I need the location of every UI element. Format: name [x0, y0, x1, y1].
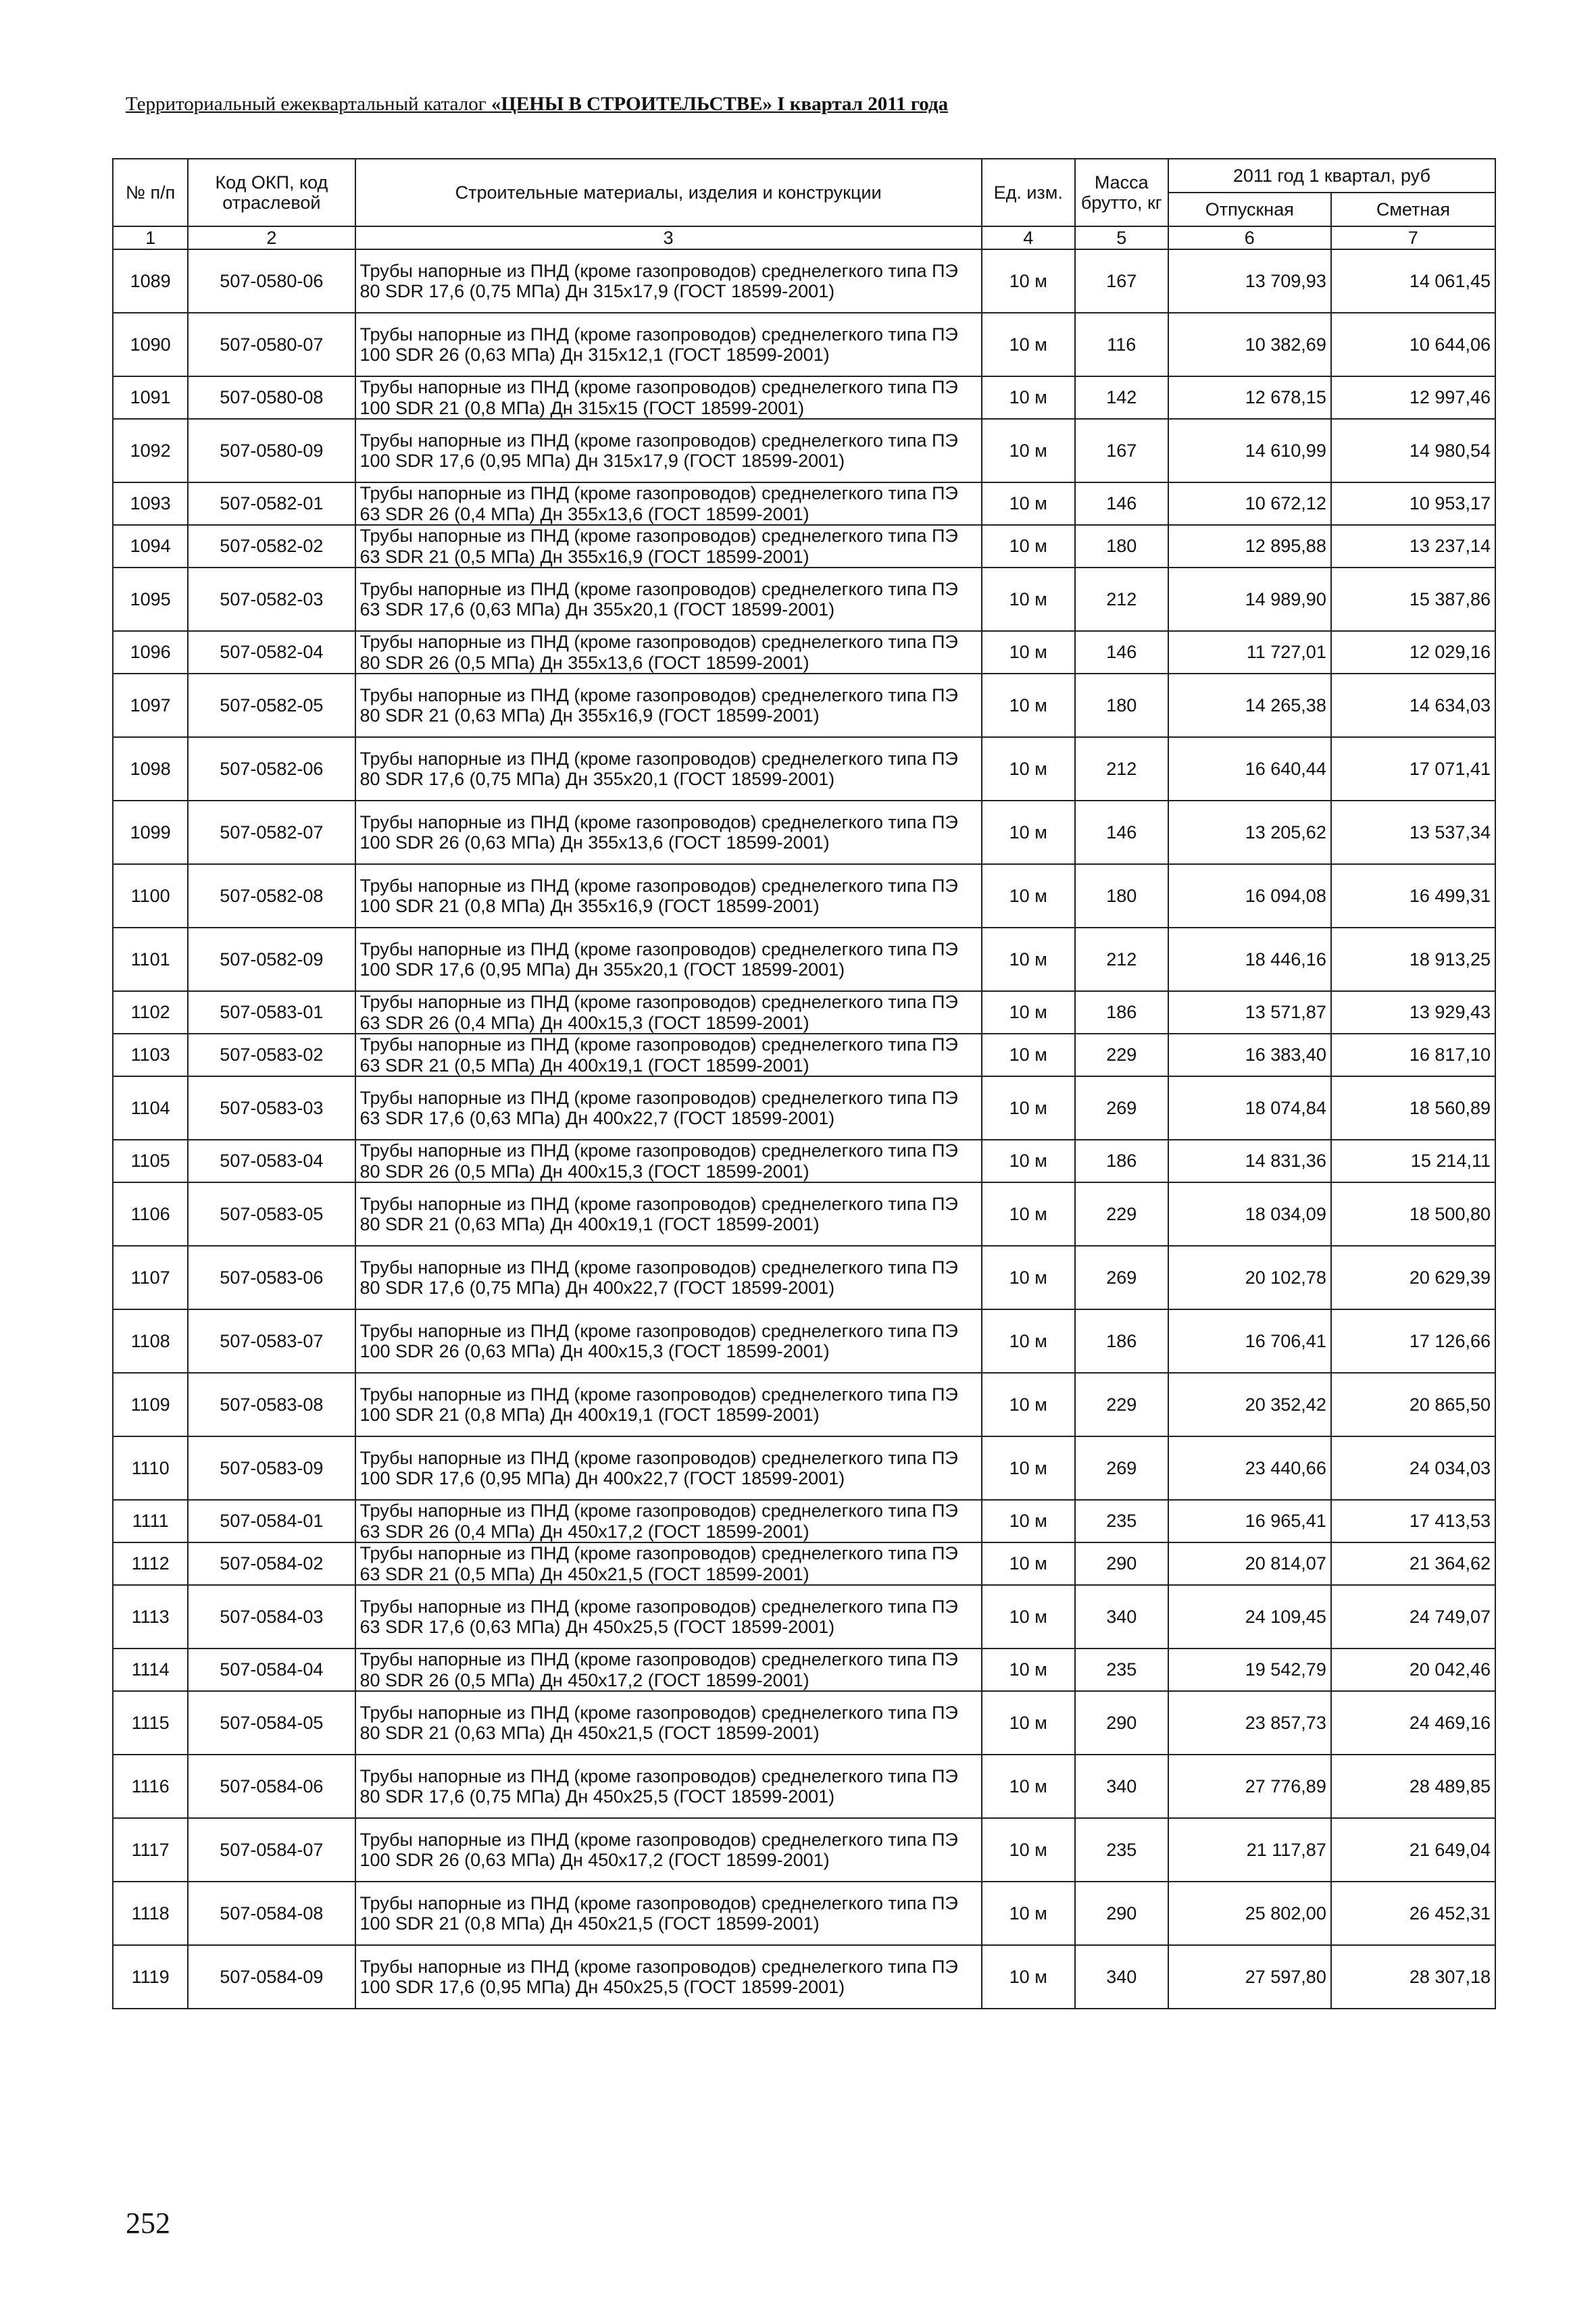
table-body	[113, 249, 1495, 2009]
material-description: Трубы напорные из ПНД (кроме газопроводов) среднелегкого типа ПЭ 100 SDR 21 (0,8 МПа) Дн 355x16,9 (ГОСТ 18599-2001)	[355, 864, 982, 928]
estimate-price: 26 452,31	[1331, 1882, 1495, 1945]
estimate-price: 10 953,17	[1331, 482, 1495, 525]
selling-price: 16 965,41	[1168, 1500, 1331, 1542]
row-number: 1100	[113, 864, 188, 928]
column-number: 2	[188, 226, 355, 249]
unit-of-measure: 10 м	[982, 419, 1075, 482]
material-description: Трубы напорные из ПНД (кроме газопроводов) среднелегкого типа ПЭ 80 SDR 26 (0,5 МПа) Дн 355x13,6 (ГОСТ 18599-2001)	[355, 631, 982, 674]
okp-code: 507-0584-05	[188, 1691, 355, 1755]
row-number: 1113	[113, 1585, 188, 1649]
okp-code: 507-0582-01	[188, 482, 355, 525]
gross-mass: 229	[1075, 1373, 1168, 1436]
column-number: 5	[1075, 226, 1168, 249]
okp-code: 507-0584-08	[188, 1882, 355, 1945]
material-description: Трубы напорные из ПНД (кроме газопроводов) среднелегкого типа ПЭ 100 SDR 26 (0,63 МПа) Дн 355x13,6 (ГОСТ 18599-2001)	[355, 801, 982, 864]
unit-of-measure: 10 м	[982, 525, 1075, 568]
table-row	[113, 1691, 1495, 1755]
estimate-price: 14 980,54	[1331, 419, 1495, 482]
selling-price: 10 672,12	[1168, 482, 1331, 525]
estimate-price: 12 997,46	[1331, 376, 1495, 419]
material-description: Трубы напорные из ПНД (кроме газопроводов) среднелегкого типа ПЭ 63 SDR 26 (0,4 МПа) Дн 450x17,2 (ГОСТ 18599-2001)	[355, 1500, 982, 1542]
estimate-price: 24 469,16	[1331, 1691, 1495, 1755]
estimate-price: 17 126,66	[1331, 1309, 1495, 1373]
selling-price: 27 776,89	[1168, 1755, 1331, 1818]
okp-code: 507-0582-07	[188, 801, 355, 864]
material-description: Трубы напорные из ПНД (кроме газопроводов) среднелегкого типа ПЭ 80 SDR 17,6 (0,75 МПа) Дн 400x22,7 (ГОСТ 18599-2001)	[355, 1246, 982, 1309]
unit-of-measure: 10 м	[982, 1755, 1075, 1818]
table-row	[113, 1649, 1495, 1691]
table-row	[113, 419, 1495, 482]
unit-of-measure: 10 м	[982, 1691, 1075, 1755]
gross-mass: 180	[1075, 525, 1168, 568]
okp-code: 507-0582-02	[188, 525, 355, 568]
estimate-price: 20 865,50	[1331, 1373, 1495, 1436]
gross-mass: 340	[1075, 1945, 1168, 2009]
gross-mass: 212	[1075, 737, 1168, 801]
table-row	[113, 1542, 1495, 1585]
header-period: 2011 год 1 квартал, руб	[1168, 159, 1495, 193]
selling-price: 14 831,36	[1168, 1140, 1331, 1182]
unit-of-measure: 10 м	[982, 249, 1075, 313]
table-row	[113, 1755, 1495, 1818]
material-description: Трубы напорные из ПНД (кроме газопроводов) среднелегкого типа ПЭ 63 SDR 17,6 (0,63 МПа) Дн 400x22,7 (ГОСТ 18599-2001)	[355, 1076, 982, 1140]
gross-mass: 229	[1075, 1034, 1168, 1076]
selling-price: 14 265,38	[1168, 674, 1331, 737]
material-description: Трубы напорные из ПНД (кроме газопроводов) среднелегкого типа ПЭ 80 SDR 26 (0,5 МПа) Дн 400x15,3 (ГОСТ 18599-2001)	[355, 1140, 982, 1182]
okp-code: 507-0583-01	[188, 991, 355, 1034]
selling-price: 16 383,40	[1168, 1034, 1331, 1076]
table-row	[113, 674, 1495, 737]
unit-of-measure: 10 м	[982, 1140, 1075, 1182]
unit-of-measure: 10 м	[982, 631, 1075, 674]
unit-of-measure: 10 м	[982, 864, 1075, 928]
gross-mass: 340	[1075, 1755, 1168, 1818]
page-number: 252	[126, 2207, 170, 2240]
header-num: № п/п	[113, 159, 188, 226]
column-number: 7	[1331, 226, 1495, 249]
selling-price: 20 814,07	[1168, 1542, 1331, 1585]
header-unit: Ед. изм.	[982, 159, 1075, 226]
column-number: 1	[113, 226, 188, 249]
gross-mass: 142	[1075, 376, 1168, 419]
unit-of-measure: 10 м	[982, 1182, 1075, 1246]
unit-of-measure: 10 м	[982, 568, 1075, 631]
selling-price: 12 895,88	[1168, 525, 1331, 568]
okp-code: 507-0582-03	[188, 568, 355, 631]
header-code: Код ОКП, код отраслевой	[188, 159, 355, 226]
table-row	[113, 376, 1495, 419]
estimate-price: 16 817,10	[1331, 1034, 1495, 1076]
row-number: 1118	[113, 1882, 188, 1945]
estimate-price: 20 629,39	[1331, 1246, 1495, 1309]
gross-mass: 340	[1075, 1585, 1168, 1649]
unit-of-measure: 10 м	[982, 1945, 1075, 2009]
table-row	[113, 631, 1495, 674]
selling-price: 18 446,16	[1168, 928, 1331, 991]
unit-of-measure: 10 м	[982, 1649, 1075, 1691]
material-description: Трубы напорные из ПНД (кроме газопроводов) среднелегкого типа ПЭ 100 SDR 17,6 (0,95 МПа) Дн 400x22,7 (ГОСТ 18599-2001)	[355, 1436, 982, 1500]
material-description: Трубы напорные из ПНД (кроме газопроводов) среднелегкого типа ПЭ 63 SDR 26 (0,4 МПа) Дн 355x13,6 (ГОСТ 18599-2001)	[355, 482, 982, 525]
okp-code: 507-0584-07	[188, 1818, 355, 1882]
column-number: 4	[982, 226, 1075, 249]
selling-price: 13 709,93	[1168, 249, 1331, 313]
material-description: Трубы напорные из ПНД (кроме газопроводов) среднелегкого типа ПЭ 80 SDR 21 (0,63 МПа) Дн 400x19,1 (ГОСТ 18599-2001)	[355, 1182, 982, 1246]
gross-mass: 180	[1075, 864, 1168, 928]
estimate-price: 12 029,16	[1331, 631, 1495, 674]
unit-of-measure: 10 м	[982, 1542, 1075, 1585]
unit-of-measure: 10 м	[982, 1585, 1075, 1649]
unit-of-measure: 10 м	[982, 1882, 1075, 1945]
okp-code: 507-0584-03	[188, 1585, 355, 1649]
unit-of-measure: 10 м	[982, 991, 1075, 1034]
table-row	[113, 249, 1495, 313]
selling-price: 20 102,78	[1168, 1246, 1331, 1309]
table-row	[113, 1500, 1495, 1542]
estimate-price: 15 214,11	[1331, 1140, 1495, 1182]
okp-code: 507-0580-07	[188, 313, 355, 376]
gross-mass: 167	[1075, 419, 1168, 482]
selling-price: 18 034,09	[1168, 1182, 1331, 1246]
estimate-price: 20 042,46	[1331, 1649, 1495, 1691]
table-row	[113, 313, 1495, 376]
gross-mass: 186	[1075, 1140, 1168, 1182]
header-estimate: Сметная	[1331, 193, 1495, 226]
estimate-price: 24 034,03	[1331, 1436, 1495, 1500]
selling-price: 25 802,00	[1168, 1882, 1331, 1945]
row-number: 1109	[113, 1373, 188, 1436]
selling-price: 10 382,69	[1168, 313, 1331, 376]
row-number: 1115	[113, 1691, 188, 1755]
gross-mass: 269	[1075, 1436, 1168, 1500]
estimate-price: 18 560,89	[1331, 1076, 1495, 1140]
estimate-price: 13 929,43	[1331, 991, 1495, 1034]
row-number: 1091	[113, 376, 188, 419]
selling-price: 13 571,87	[1168, 991, 1331, 1034]
table-row	[113, 1882, 1495, 1945]
estimate-price: 16 499,31	[1331, 864, 1495, 928]
unit-of-measure: 10 м	[982, 1076, 1075, 1140]
table-row	[113, 525, 1495, 568]
unit-of-measure: 10 м	[982, 1034, 1075, 1076]
table-row	[113, 928, 1495, 991]
table-row	[113, 1585, 1495, 1649]
okp-code: 507-0580-09	[188, 419, 355, 482]
material-description: Трубы напорные из ПНД (кроме газопроводов) среднелегкого типа ПЭ 63 SDR 21 (0,5 МПа) Дн 400x19,1 (ГОСТ 18599-2001)	[355, 1034, 982, 1076]
selling-price: 11 727,01	[1168, 631, 1331, 674]
gross-mass: 229	[1075, 1182, 1168, 1246]
gross-mass: 212	[1075, 928, 1168, 991]
selling-price: 14 989,90	[1168, 568, 1331, 631]
row-number: 1114	[113, 1649, 188, 1691]
selling-price: 23 440,66	[1168, 1436, 1331, 1500]
unit-of-measure: 10 м	[982, 313, 1075, 376]
okp-code: 507-0583-04	[188, 1140, 355, 1182]
okp-code: 507-0584-06	[188, 1755, 355, 1818]
row-number: 1111	[113, 1500, 188, 1542]
unit-of-measure: 10 м	[982, 674, 1075, 737]
material-description: Трубы напорные из ПНД (кроме газопроводов) среднелегкого типа ПЭ 100 SDR 26 (0,63 МПа) Дн 450x17,2 (ГОСТ 18599-2001)	[355, 1818, 982, 1882]
table-row	[113, 864, 1495, 928]
table-row	[113, 1140, 1495, 1182]
unit-of-measure: 10 м	[982, 1309, 1075, 1373]
page-header	[126, 93, 1470, 116]
table-row	[113, 1818, 1495, 1882]
estimate-price: 28 307,18	[1331, 1945, 1495, 2009]
gross-mass: 212	[1075, 568, 1168, 631]
selling-price: 16 640,44	[1168, 737, 1331, 801]
gross-mass: 290	[1075, 1542, 1168, 1585]
table-row	[113, 801, 1495, 864]
selling-price: 21 117,87	[1168, 1818, 1331, 1882]
okp-code: 507-0584-02	[188, 1542, 355, 1585]
okp-code: 507-0583-06	[188, 1246, 355, 1309]
row-number: 1104	[113, 1076, 188, 1140]
gross-mass: 167	[1075, 249, 1168, 313]
unit-of-measure: 10 м	[982, 1246, 1075, 1309]
row-number: 1106	[113, 1182, 188, 1246]
table-row	[113, 568, 1495, 631]
okp-code: 507-0583-02	[188, 1034, 355, 1076]
row-number: 1103	[113, 1034, 188, 1076]
row-number: 1096	[113, 631, 188, 674]
material-description: Трубы напорные из ПНД (кроме газопроводов) среднелегкого типа ПЭ 80 SDR 21 (0,63 МПа) Дн 450x21,5 (ГОСТ 18599-2001)	[355, 1691, 982, 1755]
gross-mass: 235	[1075, 1818, 1168, 1882]
estimate-price: 28 489,85	[1331, 1755, 1495, 1818]
okp-code: 507-0580-06	[188, 249, 355, 313]
okp-code: 507-0584-01	[188, 1500, 355, 1542]
estimate-price: 14 634,03	[1331, 674, 1495, 737]
table-row	[113, 1436, 1495, 1500]
unit-of-measure: 10 м	[982, 737, 1075, 801]
row-number: 1097	[113, 674, 188, 737]
header-plain-text: Территориальный ежеквартальный каталог	[126, 93, 491, 115]
estimate-price: 17 071,41	[1331, 737, 1495, 801]
table-row	[113, 1309, 1495, 1373]
unit-of-measure: 10 м	[982, 1818, 1075, 1882]
gross-mass: 290	[1075, 1882, 1168, 1945]
estimate-price: 15 387,86	[1331, 568, 1495, 631]
gross-mass: 146	[1075, 482, 1168, 525]
material-description: Трубы напорные из ПНД (кроме газопроводов) среднелегкого типа ПЭ 100 SDR 26 (0,63 МПа) Дн 315x12,1 (ГОСТ 18599-2001)	[355, 313, 982, 376]
table-row	[113, 1246, 1495, 1309]
column-numbers-row	[113, 226, 1495, 249]
selling-price: 16 094,08	[1168, 864, 1331, 928]
material-description: Трубы напорные из ПНД (кроме газопроводов) среднелегкого типа ПЭ 63 SDR 17,6 (0,63 МПа) Дн 450x25,5 (ГОСТ 18599-2001)	[355, 1585, 982, 1649]
selling-price: 14 610,99	[1168, 419, 1331, 482]
okp-code: 507-0583-09	[188, 1436, 355, 1500]
material-description: Трубы напорные из ПНД (кроме газопроводов) среднелегкого типа ПЭ 100 SDR 21 (0,8 МПа) Дн 400x19,1 (ГОСТ 18599-2001)	[355, 1373, 982, 1436]
unit-of-measure: 10 м	[982, 801, 1075, 864]
okp-code: 507-0583-08	[188, 1373, 355, 1436]
unit-of-measure: 10 м	[982, 1436, 1075, 1500]
okp-code: 507-0584-04	[188, 1649, 355, 1691]
okp-code: 507-0582-06	[188, 737, 355, 801]
header-description: Строительные материалы, изделия и конструкции	[355, 159, 982, 226]
row-number: 1110	[113, 1436, 188, 1500]
unit-of-measure: 10 м	[982, 928, 1075, 991]
gross-mass: 235	[1075, 1500, 1168, 1542]
okp-code: 507-0583-07	[188, 1309, 355, 1373]
unit-of-measure: 10 м	[982, 1500, 1075, 1542]
gross-mass: 186	[1075, 1309, 1168, 1373]
column-number: 6	[1168, 226, 1331, 249]
gross-mass: 186	[1075, 991, 1168, 1034]
table-row	[113, 1373, 1495, 1436]
row-number: 1108	[113, 1309, 188, 1373]
selling-price: 16 706,41	[1168, 1309, 1331, 1373]
okp-code: 507-0583-03	[188, 1076, 355, 1140]
okp-code: 507-0580-08	[188, 376, 355, 419]
estimate-price: 18 500,80	[1331, 1182, 1495, 1246]
row-number: 1095	[113, 568, 188, 631]
price-table	[112, 158, 1496, 2009]
material-description: Трубы напорные из ПНД (кроме газопроводов) среднелегкого типа ПЭ 80 SDR 17,6 (0,75 МПа) Дн 315x17,9 (ГОСТ 18599-2001)	[355, 249, 982, 313]
selling-price: 20 352,42	[1168, 1373, 1331, 1436]
row-number: 1089	[113, 249, 188, 313]
okp-code: 507-0582-04	[188, 631, 355, 674]
row-number: 1105	[113, 1140, 188, 1182]
okp-code: 507-0582-08	[188, 864, 355, 928]
unit-of-measure: 10 м	[982, 1373, 1075, 1436]
okp-code: 507-0583-05	[188, 1182, 355, 1246]
selling-price: 13 205,62	[1168, 801, 1331, 864]
gross-mass: 146	[1075, 631, 1168, 674]
gross-mass: 269	[1075, 1076, 1168, 1140]
material-description: Трубы напорные из ПНД (кроме газопроводов) среднелегкого типа ПЭ 100 SDR 17,6 (0,95 МПа) Дн 315x17,9 (ГОСТ 18599-2001)	[355, 419, 982, 482]
selling-price: 27 597,80	[1168, 1945, 1331, 2009]
selling-price: 18 074,84	[1168, 1076, 1331, 1140]
table-row	[113, 1034, 1495, 1076]
estimate-price: 21 649,04	[1331, 1818, 1495, 1882]
material-description: Трубы напорные из ПНД (кроме газопроводов) среднелегкого типа ПЭ 80 SDR 17,6 (0,75 МПа) Дн 355x20,1 (ГОСТ 18599-2001)	[355, 737, 982, 801]
estimate-price: 13 237,14	[1331, 525, 1495, 568]
row-number: 1107	[113, 1246, 188, 1309]
row-number: 1092	[113, 419, 188, 482]
okp-code: 507-0582-05	[188, 674, 355, 737]
estimate-price: 10 644,06	[1331, 313, 1495, 376]
table-row	[113, 482, 1495, 525]
unit-of-measure: 10 м	[982, 482, 1075, 525]
gross-mass: 235	[1075, 1649, 1168, 1691]
row-number: 1098	[113, 737, 188, 801]
row-number: 1093	[113, 482, 188, 525]
estimate-price: 14 061,45	[1331, 249, 1495, 313]
row-number: 1116	[113, 1755, 188, 1818]
row-number: 1101	[113, 928, 188, 991]
material-description: Трубы напорные из ПНД (кроме газопроводов) среднелегкого типа ПЭ 100 SDR 17,6 (0,95 МПа) Дн 450x25,5 (ГОСТ 18599-2001)	[355, 1945, 982, 2009]
row-number: 1112	[113, 1542, 188, 1585]
gross-mass: 116	[1075, 313, 1168, 376]
row-number: 1119	[113, 1945, 188, 2009]
header-bold-text: «ЦЕНЫ В СТРОИТЕЛЬСТВЕ» I квартал 2011 года	[491, 93, 949, 115]
material-description: Трубы напорные из ПНД (кроме газопроводов) среднелегкого типа ПЭ 80 SDR 21 (0,63 МПа) Дн 355x16,9 (ГОСТ 18599-2001)	[355, 674, 982, 737]
material-description: Трубы напорные из ПНД (кроме газопроводов) среднелегкого типа ПЭ 80 SDR 17,6 (0,75 МПа) Дн 450x25,5 (ГОСТ 18599-2001)	[355, 1755, 982, 1818]
selling-price: 19 542,79	[1168, 1649, 1331, 1691]
estimate-price: 17 413,53	[1331, 1500, 1495, 1542]
material-description: Трубы напорные из ПНД (кроме газопроводов) среднелегкого типа ПЭ 80 SDR 26 (0,5 МПа) Дн 450x17,2 (ГОСТ 18599-2001)	[355, 1649, 982, 1691]
column-number: 3	[355, 226, 982, 249]
table-header-row	[113, 159, 1495, 193]
table-row	[113, 1945, 1495, 2009]
gross-mass: 146	[1075, 801, 1168, 864]
material-description: Трубы напорные из ПНД (кроме газопроводов) среднелегкого типа ПЭ 100 SDR 21 (0,8 МПа) Дн 315x15 (ГОСТ 18599-2001)	[355, 376, 982, 419]
gross-mass: 180	[1075, 674, 1168, 737]
row-number: 1102	[113, 991, 188, 1034]
row-number: 1090	[113, 313, 188, 376]
material-description: Трубы напорные из ПНД (кроме газопроводов) среднелегкого типа ПЭ 100 SDR 21 (0,8 МПа) Дн 450x21,5 (ГОСТ 18599-2001)	[355, 1882, 982, 1945]
header-mass: Масса брутто, кг	[1075, 159, 1168, 226]
estimate-price: 13 537,34	[1331, 801, 1495, 864]
okp-code: 507-0582-09	[188, 928, 355, 991]
material-description: Трубы напорные из ПНД (кроме газопроводов) среднелегкого типа ПЭ 100 SDR 17,6 (0,95 МПа) Дн 355x20,1 (ГОСТ 18599-2001)	[355, 928, 982, 991]
material-description: Трубы напорные из ПНД (кроме газопроводов) среднелегкого типа ПЭ 63 SDR 26 (0,4 МПа) Дн 400x15,3 (ГОСТ 18599-2001)	[355, 991, 982, 1034]
estimate-price: 24 749,07	[1331, 1585, 1495, 1649]
material-description: Трубы напорные из ПНД (кроме газопроводов) среднелегкого типа ПЭ 63 SDR 17,6 (0,63 МПа) Дн 355x20,1 (ГОСТ 18599-2001)	[355, 568, 982, 631]
row-number: 1099	[113, 801, 188, 864]
gross-mass: 290	[1075, 1691, 1168, 1755]
row-number: 1094	[113, 525, 188, 568]
table-row	[113, 737, 1495, 801]
table-row	[113, 1182, 1495, 1246]
table-row	[113, 991, 1495, 1034]
header-price: Отпускная	[1168, 193, 1331, 226]
estimate-price: 21 364,62	[1331, 1542, 1495, 1585]
gross-mass: 269	[1075, 1246, 1168, 1309]
selling-price: 23 857,73	[1168, 1691, 1331, 1755]
table-row	[113, 1076, 1495, 1140]
row-number: 1117	[113, 1818, 188, 1882]
selling-price: 24 109,45	[1168, 1585, 1331, 1649]
material-description: Трубы напорные из ПНД (кроме газопроводов) среднелегкого типа ПЭ 63 SDR 21 (0,5 МПа) Дн 450x21,5 (ГОСТ 18599-2001)	[355, 1542, 982, 1585]
selling-price: 12 678,15	[1168, 376, 1331, 419]
material-description: Трубы напорные из ПНД (кроме газопроводов) среднелегкого типа ПЭ 63 SDR 21 (0,5 МПа) Дн 355x16,9 (ГОСТ 18599-2001)	[355, 525, 982, 568]
estimate-price: 18 913,25	[1331, 928, 1495, 991]
unit-of-measure: 10 м	[982, 376, 1075, 419]
material-description: Трубы напорные из ПНД (кроме газопроводов) среднелегкого типа ПЭ 100 SDR 26 (0,63 МПа) Дн 400x15,3 (ГОСТ 18599-2001)	[355, 1309, 982, 1373]
okp-code: 507-0584-09	[188, 1945, 355, 2009]
